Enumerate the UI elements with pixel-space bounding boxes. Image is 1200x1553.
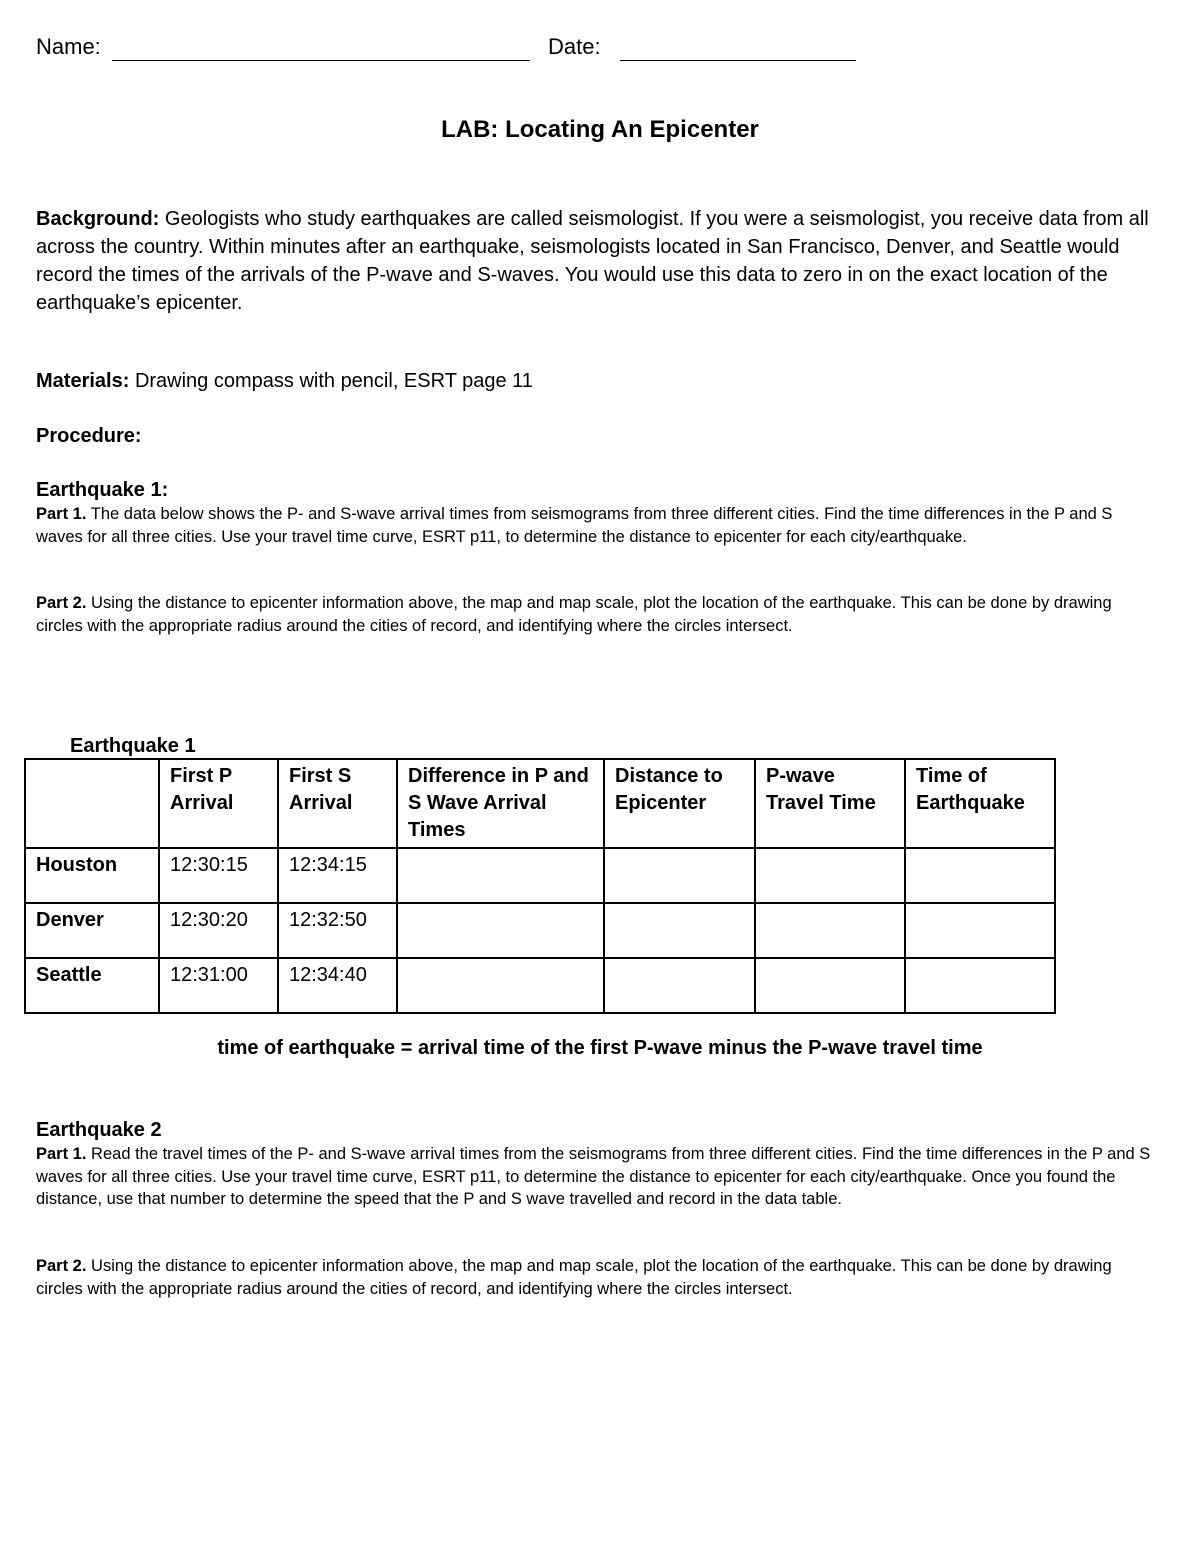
earthquake2-part2-text: Using the distance to epicenter information above, the map and map scale, plot the location of the earthquake. This can be done by drawing circles with the appropriate radius around the cities of record, and identifying where the circles intersect. — [36, 1257, 1112, 1298]
background-label: Background: — [36, 208, 160, 230]
time-eq-cell[interactable] — [905, 848, 1055, 903]
first-p-cell: 12:30:15 — [159, 848, 278, 903]
difference-cell[interactable] — [397, 958, 604, 1013]
difference-cell[interactable] — [397, 903, 604, 958]
time-eq-cell[interactable] — [905, 903, 1055, 958]
earthquake2-part1 — [36, 1143, 1156, 1211]
column-header-difference: Difference in P and S Wave Arrival Times — [397, 759, 604, 848]
city-cell: Seattle — [25, 958, 159, 1013]
table-row — [25, 848, 1055, 903]
p-travel-cell[interactable] — [755, 903, 905, 958]
earthquake1-part1-text: The data below shows the P- and S-wave arrival times from seismograms from three different cities. Find the time differences in the P and S waves for all three cities. Use your travel time curve, ESRT p11, to determine the distance to epicenter for each city/earthquake. — [36, 505, 1113, 546]
time-eq-cell[interactable] — [905, 958, 1055, 1013]
p-travel-cell[interactable] — [755, 848, 905, 903]
distance-cell[interactable] — [604, 848, 755, 903]
date-label: Date: — [548, 34, 601, 59]
procedure-label: Procedure: — [36, 425, 142, 447]
formula-text: time of earthquake = arrival time of the first P-wave minus the P-wave travel time — [217, 1037, 983, 1059]
background-text: Geologists who study earthquakes are called seismologist. If you were a seismologist, you receive data from all across the country. Within minutes after an earthquake, seismologists located in San Francisco, Denver, and Seattle would record the times of the arrivals of the P-wave and S-waves. You would use this data to zero in on the exact location of the earthquake’s epicenter. — [36, 208, 1149, 314]
name-blank-line[interactable] — [112, 60, 530, 61]
difference-cell[interactable] — [397, 848, 604, 903]
column-header-first-p: First P Arrival — [159, 759, 278, 848]
page-title: LAB: Locating An Epicenter — [441, 116, 759, 143]
column-header-first-s: First S Arrival — [278, 759, 397, 848]
earthquake2-part1-text: Read the travel times of the P- and S-wave arrival times from the seismograms from three different cities. Find the time differences in the P and S waves for all three cities. Use your travel time curve, ESRT p11, to determine the distance to epicenter for each city/earthquake. Once you found the distance, use that number to determine the speed that the P and S wave travelled and record in the data table. — [36, 1145, 1151, 1208]
first-p-cell: 12:30:20 — [159, 903, 278, 958]
earthquake1-part1 — [36, 503, 1156, 548]
distance-cell[interactable] — [604, 958, 755, 1013]
earthquake1-heading: Earthquake 1: — [36, 479, 169, 501]
name-label: Name: — [36, 34, 101, 59]
earthquake2-heading: Earthquake 2 — [36, 1119, 162, 1141]
earthquake1-data-table — [24, 758, 1056, 1014]
earthquake1-part2-text: Using the distance to epicenter information above, the map and map scale, plot the location of the earthquake. This can be done by drawing circles with the appropriate radius around the cities of record, and identifying where the circles intersect. — [36, 594, 1112, 635]
column-header-p-travel: P-wave Travel Time — [755, 759, 905, 848]
table-caption: Earthquake 1 — [70, 735, 196, 757]
materials-label: Materials: — [36, 370, 130, 392]
background-paragraph — [36, 205, 1156, 317]
first-p-cell: 12:31:00 — [159, 958, 278, 1013]
earthquake2-part1-label: Part 1. — [36, 1145, 87, 1163]
materials-text: Drawing compass with pencil, ESRT page 11 — [134, 370, 533, 392]
materials-paragraph — [36, 367, 1156, 395]
column-header-city — [25, 759, 159, 848]
first-s-cell: 12:34:15 — [278, 848, 397, 903]
table-header-row — [25, 759, 1055, 848]
city-cell: Denver — [25, 903, 159, 958]
column-header-time-eq: Time of Earthquake — [905, 759, 1055, 848]
earthquake1-part2 — [36, 592, 1156, 637]
table-row — [25, 958, 1055, 1013]
first-s-cell: 12:32:50 — [278, 903, 397, 958]
earthquake1-part2-label: Part 2. — [36, 594, 87, 612]
column-header-distance: Distance to Epicenter — [604, 759, 755, 848]
table-row — [25, 903, 1055, 958]
earthquake1-part1-label: Part 1. — [36, 505, 87, 523]
earthquake2-part2-label: Part 2. — [36, 1257, 87, 1275]
distance-cell[interactable] — [604, 903, 755, 958]
p-travel-cell[interactable] — [755, 958, 905, 1013]
earthquake2-part2 — [36, 1255, 1156, 1300]
first-s-cell: 12:34:40 — [278, 958, 397, 1013]
city-cell: Houston — [25, 848, 159, 903]
date-blank-line[interactable] — [620, 60, 856, 61]
